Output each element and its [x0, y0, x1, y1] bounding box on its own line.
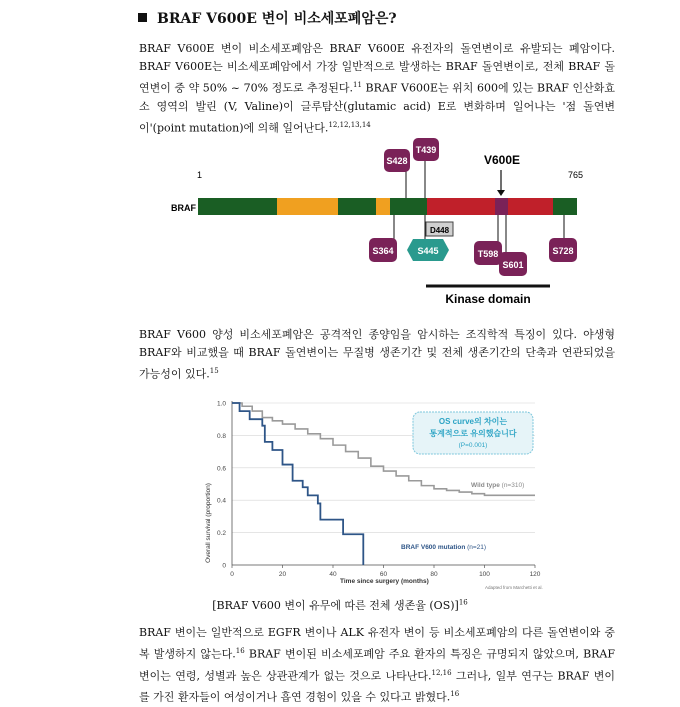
site-label: S601	[502, 260, 524, 270]
v600-marker	[495, 198, 508, 215]
citation: 15	[209, 367, 219, 375]
orange-domain-1	[277, 198, 338, 215]
x-tick-label: 20	[278, 571, 287, 578]
survival-chart	[195, 393, 550, 593]
y-tick-label: 0.2	[216, 530, 226, 538]
series-n: (n=21)	[467, 544, 487, 551]
paragraph-text-2: BRAF 변이된 비소세포폐암 주요 환자의 특징은 규명되지 않았으며, BRAF 변이는 연령, 성별과 높은 상관관계가 없는 것으로 나타난다.	[139, 647, 616, 683]
citation: 16	[235, 647, 245, 655]
annotation-line-2: 통계적으로 유의했습니다	[429, 429, 517, 438]
y-tick-label: 0	[222, 562, 226, 570]
site-label: T439	[415, 145, 437, 155]
y-tick-label: 0.4	[216, 497, 226, 505]
paragraph-characteristics	[139, 624, 615, 707]
citation: 12,16	[431, 668, 452, 677]
site-label: T598	[477, 249, 499, 259]
figure-caption	[0, 597, 680, 613]
annotation-line-1: OS curve의 차이는	[438, 417, 508, 426]
series-name: BRAF V600 mutation	[401, 544, 466, 551]
position-start-label: 1	[197, 170, 203, 180]
arrow-head-icon	[497, 190, 505, 196]
paragraph-text-1: BRAF 변이는 일반적으로 EGFR 변이나 ALK 유전자 변이 등 비소세포폐암의 다른 돌연변이와 중복 발생하지 않는다.	[139, 626, 615, 661]
site-label: S364	[372, 246, 394, 256]
paragraph-text-3: 그러나, 일부 연구는 BRAF 변이를 가진 환자들이 여성이거나 흡연 경험이 있을 수 있다고 밝혔다.	[139, 669, 615, 704]
site-label: S445	[417, 246, 439, 256]
source-note: Adapted from Marchetti et al.	[485, 585, 543, 590]
x-tick-label: 80	[430, 571, 438, 578]
square-bullet-icon	[138, 13, 147, 22]
v600e-label: V600E	[483, 153, 521, 167]
paragraph-intro	[139, 40, 615, 137]
orange-domain-2	[376, 198, 390, 215]
d448-label: D448	[429, 226, 450, 235]
x-tick-label: 40	[329, 571, 337, 578]
citation: 12,12,13,14	[328, 120, 371, 129]
x-tick-label: 100	[479, 571, 490, 578]
paragraph-intro-text: BRAF V600E 변이 비소세포폐암은 BRAF V600E 유전자의 돌연변이로 유발되는 폐암이다. BRAF V600E는 비소세포폐암에서 가장 일반적으로 발생하는 BRAF 돌연변이로, 전체 BRAF 돌연변이 중 약 50% ~ 70% 정도로 추정된다.	[139, 42, 615, 95]
mutation-series-label	[401, 544, 486, 551]
position-end-label: 765	[568, 170, 584, 180]
annotation-pvalue: (P=0.001)	[458, 442, 488, 449]
mutation-curve	[232, 403, 363, 565]
citation: 16	[458, 598, 468, 607]
y-tick-label: 0.6	[216, 465, 226, 473]
x-tick-label: 120	[529, 571, 541, 578]
kinase-region	[427, 198, 553, 215]
wildtype-series-label	[471, 482, 524, 489]
figure-caption-text: [BRAF V600 변이 유무에 따른 전체 생존율 (OS)]	[212, 599, 459, 612]
kinase-domain-label: Kinase domain	[445, 292, 531, 306]
paragraph-prognosis	[139, 326, 615, 384]
paragraph-prognosis-text: BRAF V600 양성 비소세포폐암은 공격적인 종양임을 암시하는 조직학적 특징이 있다. 야생형 BRAF와 비교했을 때 BRAF 돌연변이는 무질병 생존기간 및 전체 생존기간의 단축과 연관되었을 가능성이 있다.	[139, 328, 615, 381]
paragraph-intro-text-2: BRAF V600E는 위치 600에 있는 BRAF 인산화효소 영역의 발린 (V, Valine)이 글루탐산(glutamic acid) E로 변화하며 일어나는 '점 돌연변이'(point mutation)에 의해 일어난다.	[139, 81, 615, 135]
braf-protein-diagram	[160, 135, 600, 315]
site-label: S428	[386, 156, 408, 166]
x-tick-label: 0	[230, 571, 234, 578]
y-axis-label: Overall survival (proportion)	[205, 483, 212, 563]
series-name: Wild type	[471, 482, 500, 489]
x-axis-label: Time since surgery (months)	[340, 578, 429, 585]
y-tick-label: 1.0	[216, 400, 226, 408]
section-heading-text: BRAF V600E 변이 비소세포폐암은?	[157, 11, 397, 27]
series-n: (n=310)	[501, 482, 525, 489]
site-label: S728	[552, 246, 574, 256]
protein-label: BRAF	[171, 203, 196, 213]
citation: 16	[450, 690, 460, 699]
section-heading	[138, 8, 397, 28]
citation: 11	[353, 81, 362, 89]
y-tick-label: 0.8	[216, 432, 226, 440]
x-tick-label: 60	[379, 571, 388, 578]
